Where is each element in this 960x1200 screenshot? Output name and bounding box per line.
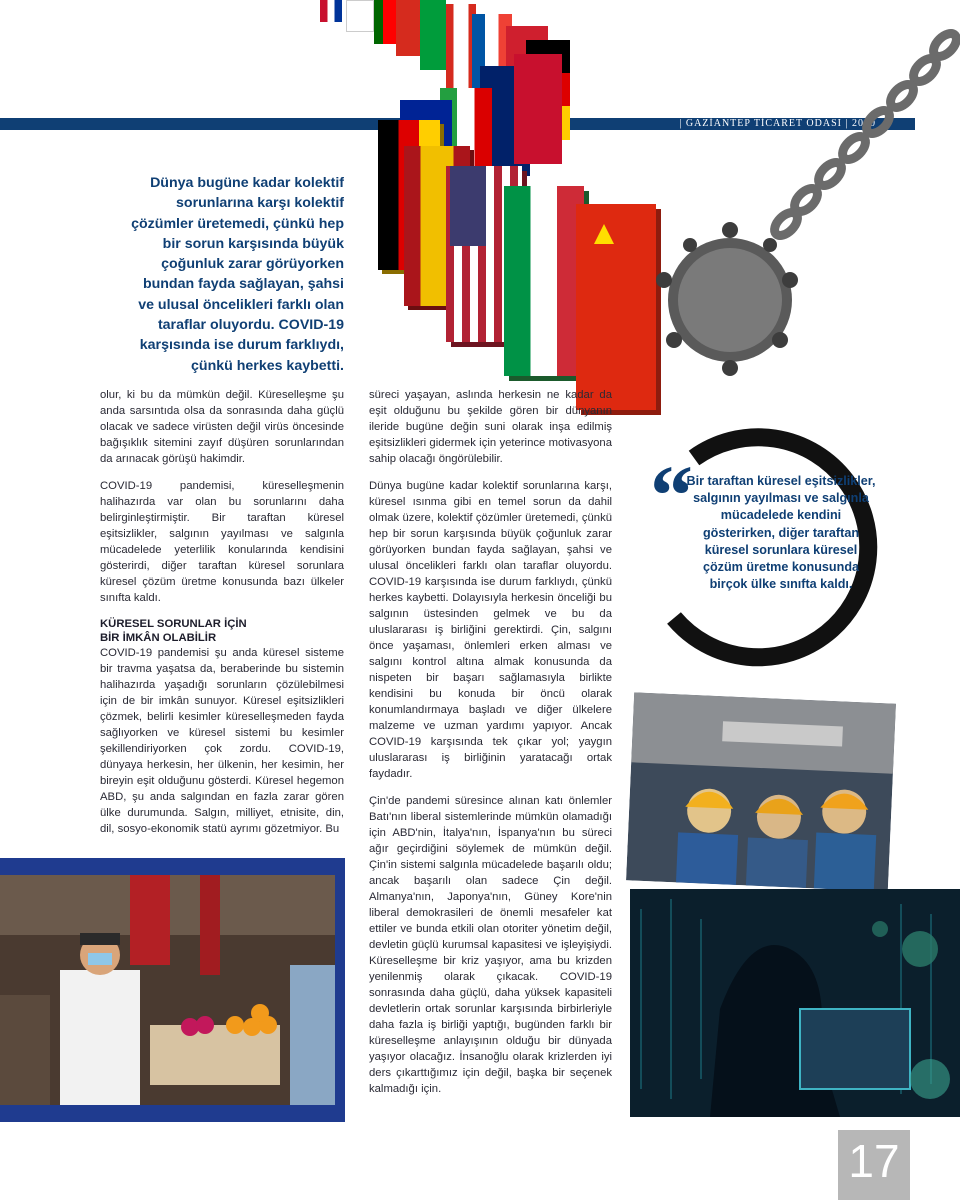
photo-hacker (630, 889, 960, 1117)
paragraph: olur, ki bu da mümkün değil. Küreselleşme şu anda sarsıntıda olsa da sonrasında daha güçlü olacak ve sadece virüsten değil virüs öncesinde bağışıklık sitemini zayıf düşüren sorunlarından da arınacak görüşü hakimdir. (100, 389, 344, 465)
chain-virus-illustration (640, 0, 960, 390)
section-heading-line: BİR İMKÂN OLABİLİR (100, 632, 217, 644)
paragraph: Dünya bugüne kadar kolektif sorunlarına karşı, küresel ısınma gibi en temel sorun da dahil olmak üzere, kolektif çözümler üretemedi, çünkü hep bir sorun karşısında büyük çoğunluk zarar görüyorken bundan fayda sağlayan, şahsi ve ulusal öncelikleri farklı olan taraflar oluyordu. COVID-19 karşısında ise durum farklıydı, çünkü herkes kaybetti. Dolayısıyla herkesin önceliği bu salgının üstesinden gelmek ve bu da uluslararası iş birliğini gerektirdi. Çin, salgını önce yaşaması, önlemleri erken alması ve salgını kontrol altına almak konusunda da nispeten bir başarı sağlamasıyla birlikte kendisini bu konuda bir öncü olarak konumlandırmaya başladı ve diğer ülkelere malzeme ve uzman yardımı yapıyor. Ancak COVID-19 karşısında tek çıkar yol; yaygın uluslararası iş birliğinin yaratacağı ortak faydadır. (369, 480, 612, 780)
paragraph: COVID-19 pandemisi, küreselleşmenin halihazırda var olan bu sorunlarını daha belirginleştirmiştir. Bir taraftan küresel eşitsizlikler, salgının yayılması ve salgınla mücadelede yeterlilik konularında kendisini gösterirdi, diğer taraftan küresel sorunlara küresel çözüm üretme konusunda bazı ülkeler sınıfta kaldı. (100, 480, 344, 604)
photo-workers (626, 692, 896, 891)
pull-quote: Dünya bugüne kadar kolektif sorunlarına karşı kolektif çözümler üretemedi, çünkü hep bir sorun karşısında büyük çoğunluk zarar görüyorken bundan fayda sağlayan, şahsi ve ulusal öncelikleri farklı olan taraflar oluyordu. COVID-19 karşısında ise durum farklıydı, çünkü herkes kaybetti. (131, 175, 344, 374)
article-column-1 (100, 387, 344, 848)
section-heading-line: KÜRESEL SORUNLAR İÇİN (100, 618, 247, 630)
section-heading (100, 617, 344, 645)
paragraph: COVID-19 pandemisi şu anda küresel sisteme bir travma yaşatsa da, beraberinde bu sistemin halihazırda yaşadığı sorunların çözülebilmesi için de bir imkân sunuyor. Küresel eşitsizlikleri çözmek, belirli kesimler küreselleşmeden fayda sağlıyorken ve küresel sistemi bu kesimler şekillendiriyorken çok zordu. COVID-19, dünyaya herkesin, her ülkenin, her kesimin, her bireyin eşit olduğunu gösterdi. Küresel hegemon ABD, şu anda salgından en fazla zarar gören ülke durumunda. Salgın, milliyet, etnisite, din, dil, sosyo-ekonomik statü ayrımı gözetmiyor. Bu (100, 647, 344, 835)
header-label: | GAZİANTEP TİCARET ODASI | 2020 (679, 118, 876, 129)
side-quote: Bir taraftan küresel eşitsizlikler, salgının yayılması ve salgınla mücadelede kendini gösterirken, diğer taraftan küresel sorunlara küresel çözüm üretme konusunda birçok ülke sınıfta kaldı. (686, 474, 876, 592)
domino-flags-illustration (300, 0, 660, 420)
article-column-2 (369, 387, 612, 1108)
paragraph: Çin'de pandemi süresince alınan katı önlemler Batı'nın liberal sistemlerinde mümkün olamadığı için ABD'nin, İtalya'nın, İspanya'nın bu süreci ağır geçirdiğini söylemek de mümkün değil. Çin'in sistemi salgınla mücadelede başarılı oldu; ancak başarılı olan sadece Çin değil. Almanya'nın, Japonya'nın, Güney Kore'nin liberal demokrasileri de önemli mesafeler kat ettiler ve bunda etkili olan otoriter yönetim değil, devletin güçlü kurumsal kapasitesi ve işleyişiydi. Küreselleşme bir kriz yaşıyor, ama bu krizden yenilenmiş olarak çıkacak. COVID-19 sonrasında daha güçlü, daha yüksek kapasiteli devletlerin ortak sorunlar karşısında birbirleriyle daha fazla iş birliği yaptığı, bugünden farklı bir küreselleşme anlayışının olduğu bir dünyada yaşıyor olacağız. İnsanoğlu olarak krizlerden iyi ders çıkarttığımız için değil, başka bir seçenek kalmadığı için. (369, 795, 612, 1095)
page-number: 17 (848, 1135, 900, 1187)
paragraph: süreci yaşayan, aslında herkesin ne kadar da eşit olduğunu bu şekilde gören bir dünyanın ileride bugüne değin suni olarak inşa edilmiş eşitsizlikleri gidermek için yeterince motivasyona sahip olacağı öngörülebilir. (369, 389, 612, 465)
photo-market (0, 875, 335, 1105)
quote-icon: “ (650, 447, 693, 543)
